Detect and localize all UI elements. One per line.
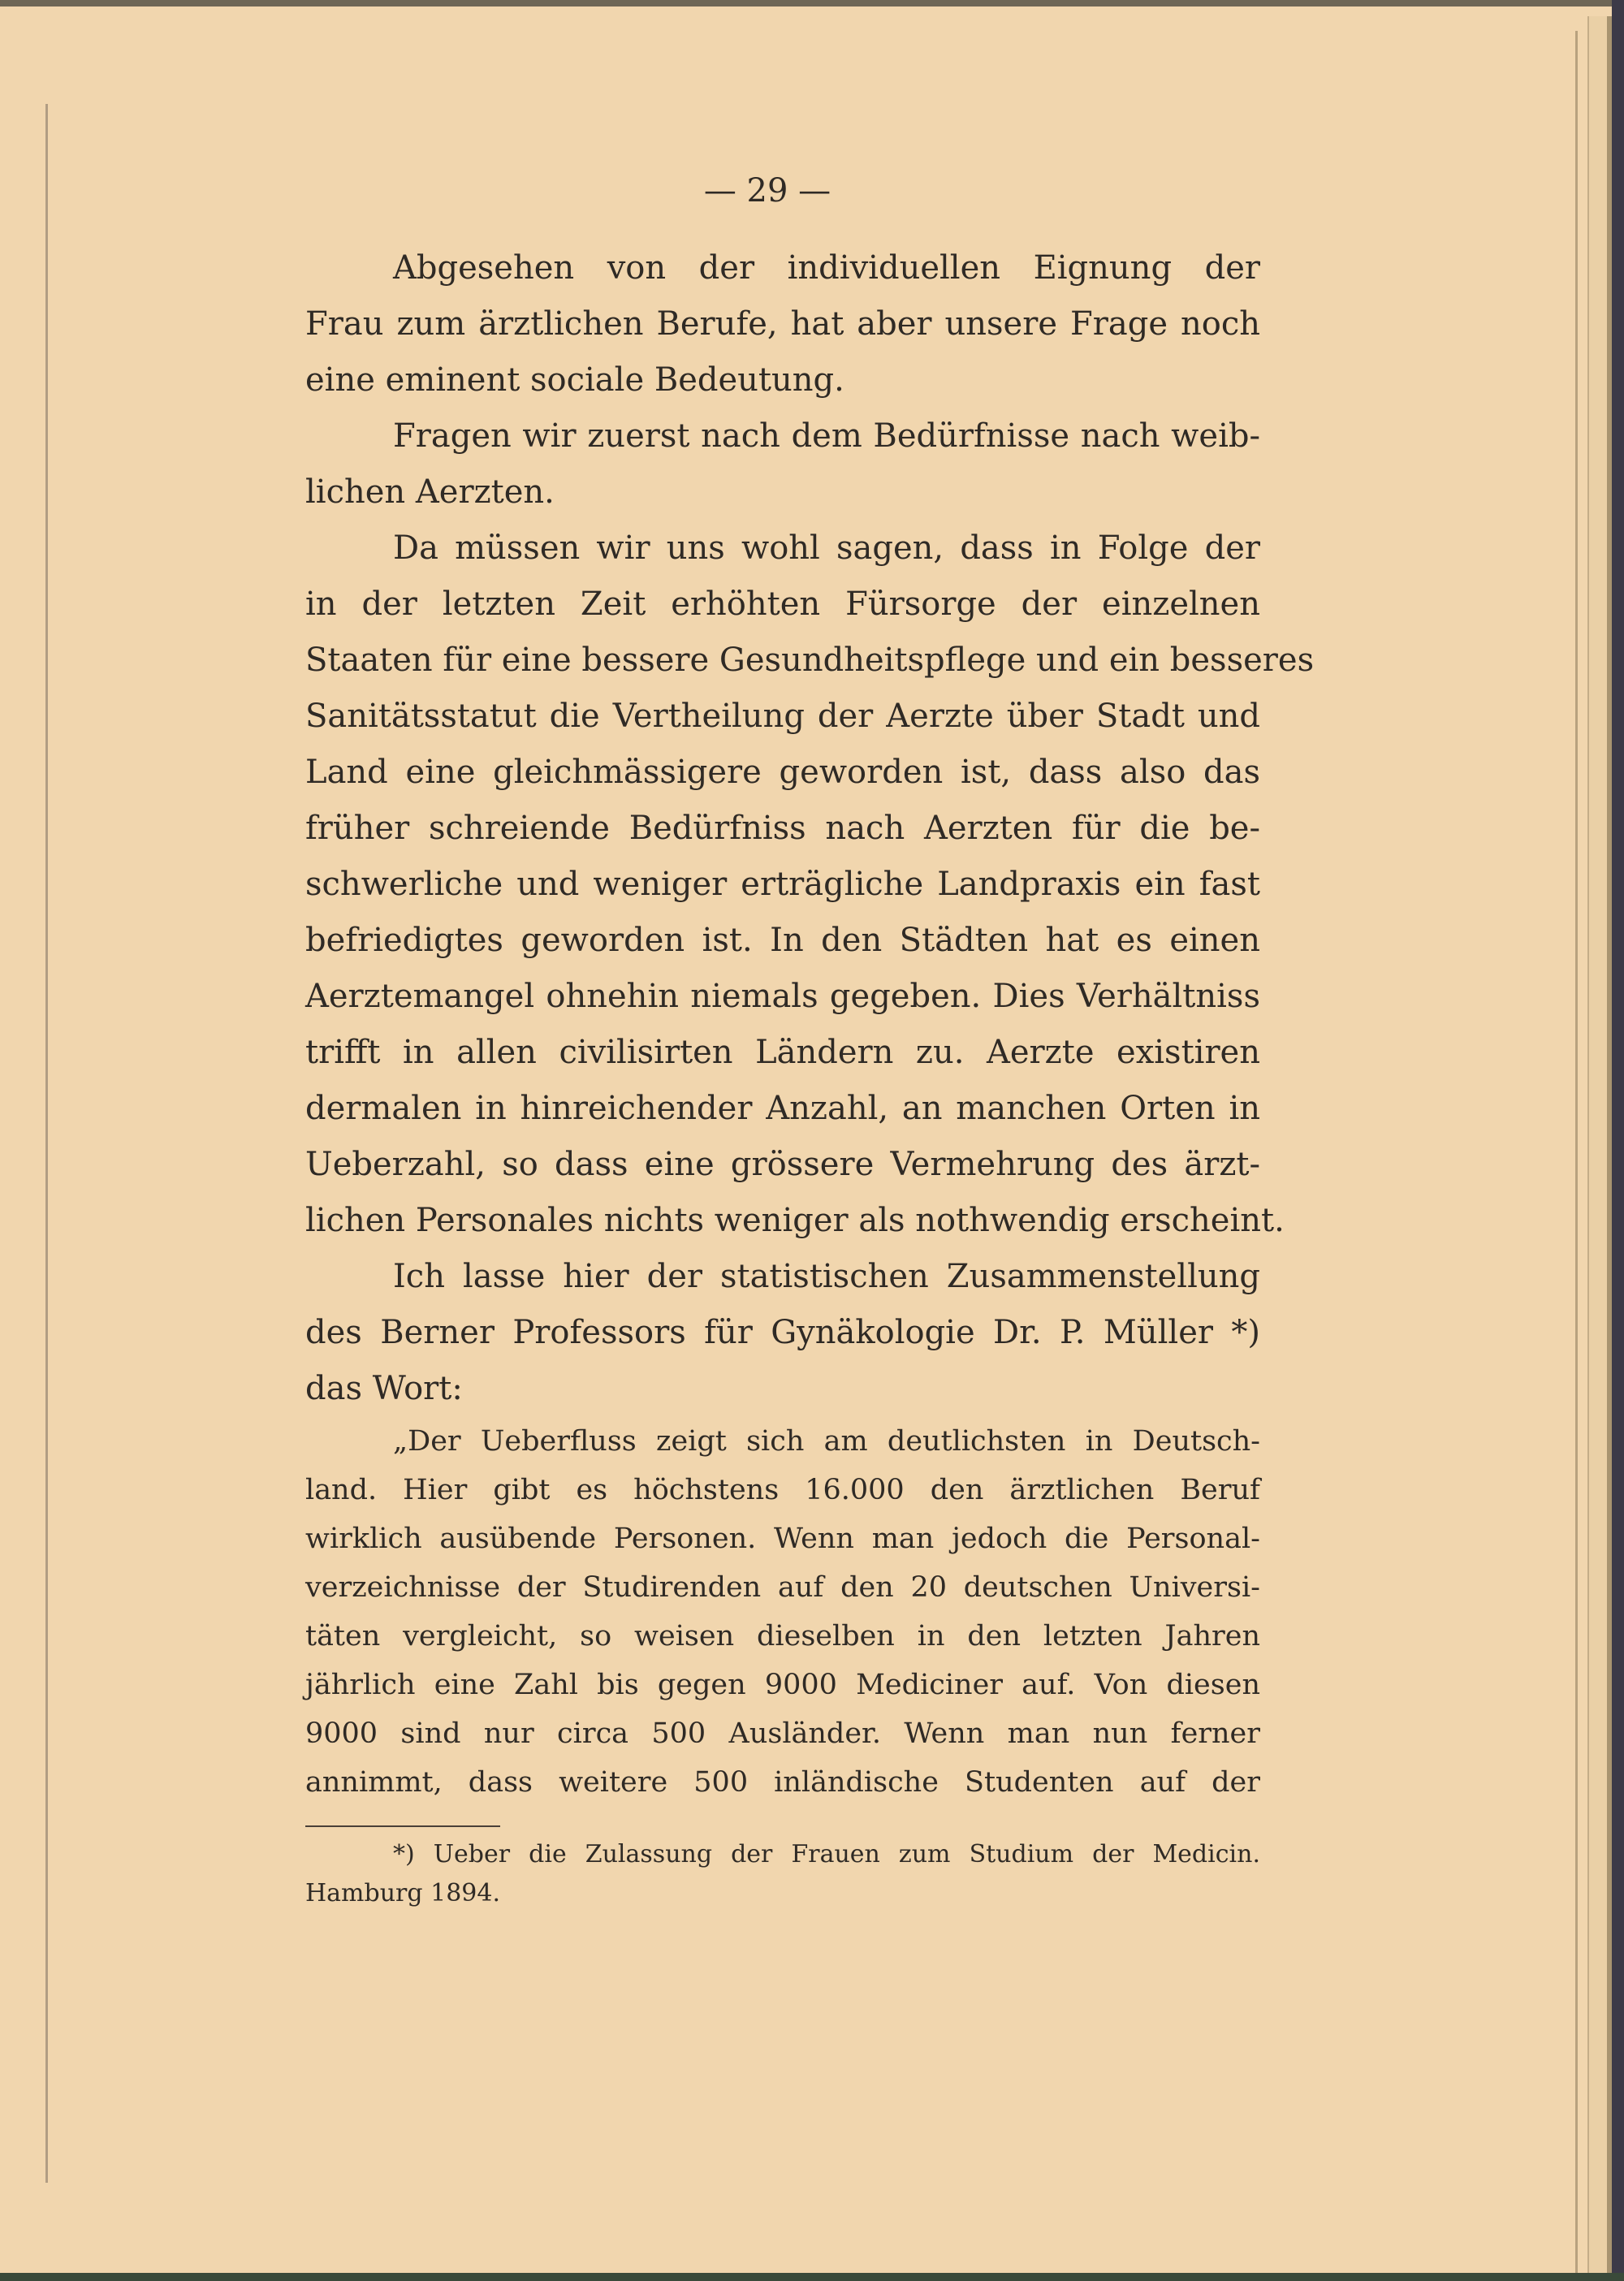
quote-line: verzeichnisse der Studirenden auf den 20 deutschen Universi-: [305, 1571, 1260, 1604]
text-line: eine eminent sociale Bedeutung.: [305, 361, 844, 399]
text-line: Sanitätsstatut die Vertheilung der Aerzte über Stadt und: [305, 698, 1260, 735]
footnote-rule: [305, 1825, 500, 1827]
text-line: Da müssen wir uns wohl sagen, dass in Folge der: [393, 529, 1260, 567]
text-line: trifft in allen civilisirten Ländern zu. Aerzte existiren: [305, 1034, 1260, 1071]
scan-bottom-edge: [0, 2273, 1624, 2281]
text-line: das Wort:: [305, 1370, 463, 1407]
text-line: Fragen wir zuerst nach dem Bedürfnisse nach weib-: [393, 417, 1260, 455]
text-line: lichen Personales nichts weniger als nothwendig erscheint.: [305, 1202, 1285, 1239]
text-line: Staaten für eine bessere Gesundheitspflege und ein besseres: [305, 642, 1315, 679]
text-line: Land eine gleichmässigere geworden ist, dass also das: [305, 754, 1260, 791]
text-line: dermalen in hinreichender Anzahl, an manchen Orten in: [305, 1090, 1260, 1127]
text-line: in der letzten Zeit erhöhten Fürsorge der einzelnen: [305, 585, 1260, 623]
quote-line: „Der Ueberfluss zeigt sich am deutlichsten in Deutsch-: [393, 1425, 1260, 1458]
quote-line: land. Hier gibt es höchstens 16.000 den ärztlichen Beruf: [305, 1474, 1260, 1506]
book-edge-strip: [1587, 16, 1612, 2274]
footnote: [305, 1835, 1260, 1913]
quotation: [305, 1417, 1260, 1807]
text-line: Ich lasse hier der statistischen Zusammenstellung: [393, 1258, 1260, 1295]
body-text: [305, 240, 1315, 1417]
quote-line: annimmt, dass weitere 500 inländische Studenten auf der: [305, 1766, 1260, 1799]
quote-line: täten vergleicht, so weisen dieselben in den letzten Jahren: [305, 1620, 1260, 1652]
page-edge-line: [1575, 31, 1578, 2274]
text-line: lichen Aerzten.: [305, 473, 555, 511]
text-line: Ueberzahl, so dass eine grössere Vermehrung des ärzt-: [305, 1146, 1260, 1183]
quote-line: jährlich eine Zahl bis gegen 9000 Mediciner auf. Von diesen: [305, 1669, 1260, 1701]
page-gutter-line: [45, 104, 48, 2183]
text-line: Abgesehen von der individuellen Eignung der: [393, 249, 1260, 287]
text-line: Aerztemangel ohnehin niemals gegeben. Dies Verhältniss: [305, 978, 1260, 1015]
quote-line: wirklich ausübende Personen. Wenn man jedoch die Personal-: [305, 1523, 1260, 1555]
footnote-line: Hamburg 1894.: [305, 1879, 500, 1907]
page-number: — 29 —: [703, 172, 831, 210]
text-line: Frau zum ärztlichen Berufe, hat aber unsere Frage noch: [305, 305, 1260, 343]
text-line: schwerliche und weniger erträgliche Landpraxis ein fast: [305, 866, 1260, 903]
quote-line: 9000 sind nur circa 500 Ausländer. Wenn man nun ferner: [305, 1717, 1260, 1750]
footnote-line: *) Ueber die Zulassung der Frauen zum Studium der Medicin.: [393, 1840, 1260, 1868]
text-line: früher schreiende Bedürfniss nach Aerzten für die be-: [305, 810, 1260, 847]
text-line: befriedigtes geworden ist. In den Städten hat es einen: [305, 922, 1260, 959]
text-line: des Berner Professors für Gynäkologie Dr. P. Müller *): [305, 1314, 1260, 1351]
